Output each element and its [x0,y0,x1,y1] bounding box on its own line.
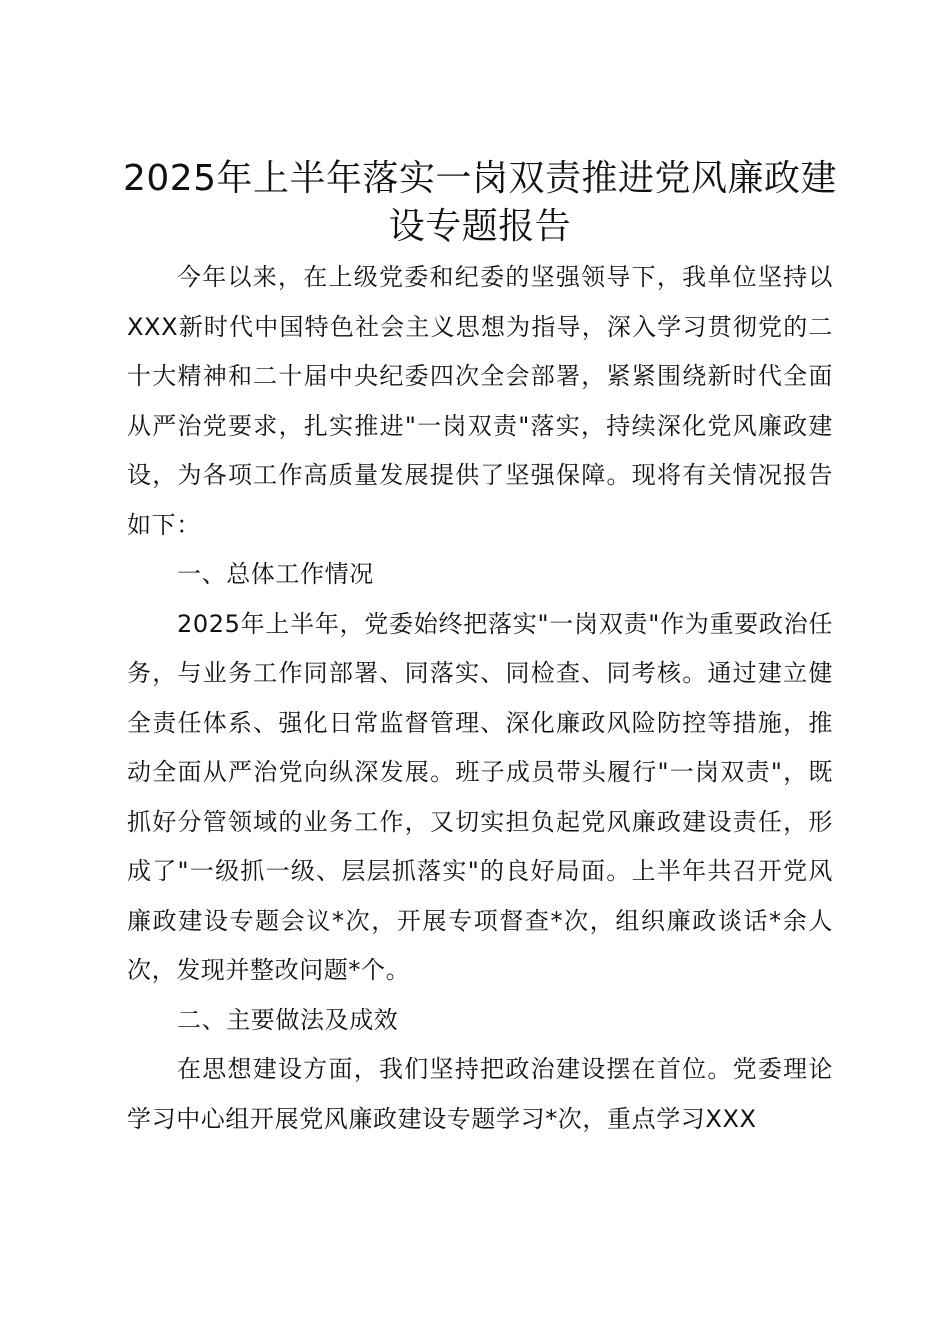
section-heading-overview: 一、总体工作情况 [177,560,374,588]
overview-paragraph: 2025年上半年，党委始终把落实"一岗双责"作为重要政治任务，与业务工作同部署、同落实、同检查、同考核。通过建立健全责任体系、强化日常监督管理、深化廉政风险防控等措施，推动全面从严治党向纵深发展。班子成员带头履行"一岗双责"，既抓好分管领域的业务工作，又切实担负起党风廉政建设责任，形成了"一级抓一级、层层抓落实"的良好局面。上半年共召开党风廉政建设专题会议*次，开展专项督查*次，组织廉政谈话*余人次，发现并整改问题*个。 [127,609,833,984]
document-page [122,155,838,1144]
section-heading-practices: 二、主要做法及成效 [177,1005,399,1034]
intro-paragraph: 今年以来，在上级党委和纪委的坚强领导下，我单位坚持以XXX新时代中国特色社会主义思想为指导，深入学习贯彻党的二十大精神和二十届中央纪委四次全会部署，紧紧围绕新时代全面从严治党要求，扎实推进"一岗双责"落实，持续深化党风廉政建设，为各项工作高质量发展提供了坚强保障。现将有关情况报告如下： [127,263,833,539]
document-title: 2025年上半年落实一岗双责推进党风廉政建设专题报告 [122,158,838,247]
practices-paragraph: 在思想建设方面，我们坚持把政治建设摆在首位。党委理论学习中心组开展党风廉政建设专题学习*次，重点学习XXX [127,1055,833,1133]
